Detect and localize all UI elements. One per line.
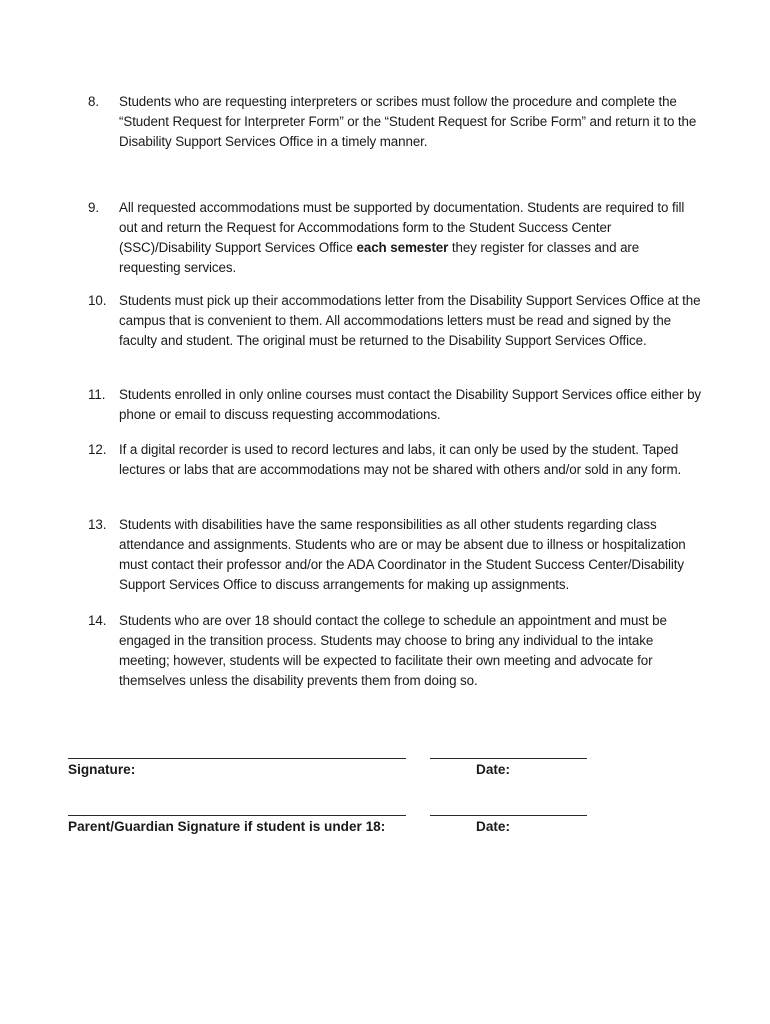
item-number: 11.: [88, 387, 106, 402]
item-text: [119, 198, 703, 278]
item-text-part: they register for classes and are requesting services.: [119, 240, 640, 275]
item-text: Students must pick up their accommodations letter from the Disability Support Services Office at the campus that is convenient to them. All accommodations letters must be read and signed by the faculty and student. The original must be returned to the Disability Support Services Office.: [119, 293, 701, 348]
list-item-13: [88, 515, 703, 595]
item-number: 14.: [88, 613, 107, 628]
item-number: 8.: [88, 94, 99, 109]
item-text: If a digital recorder is used to record lectures and labs, it can only be used by the student. Taped lectures or labs that are accommodations may not be shared with others and/or sold in any form.: [119, 442, 682, 477]
item-text-emphasis: each semester: [356, 240, 449, 255]
list-item-9: [88, 198, 703, 278]
list-item-11: [88, 385, 703, 425]
list-item-10: [88, 291, 703, 351]
item-text: Students with disabilities have the same responsibilities as all other students regarding class attendance and assignments. Students who are or may be absent due to illness or hospitalization must contact their professor and/or the ADA Coordinator in the Student Success Center/Disability Support Services Office to discuss arrangements for making up assignments.: [119, 517, 686, 592]
item-text: Students who are requesting interpreters or scribes must follow the procedure and complete the “Student Request for Interpreter Form” or the “Student Request for Scribe Form” and return it to the Disability Support Services Office in a timely manner.: [119, 94, 697, 149]
list-item-14: [88, 611, 703, 691]
list-item-8: [88, 92, 703, 152]
parent-signature-label: Parent/Guardian Signature if student is under 18:: [68, 819, 386, 834]
item-number: 10.: [88, 293, 107, 308]
date-line[interactable]: [430, 758, 587, 759]
signature-line[interactable]: [68, 758, 406, 759]
parent-signature-line[interactable]: [68, 815, 406, 816]
item-number: 9.: [88, 200, 99, 215]
date-label: Date:: [476, 762, 510, 777]
item-text: Students enrolled in only online courses must contact the Disability Support Services office either by phone or email to discuss requesting accommodations.: [119, 387, 702, 422]
item-number: 12.: [88, 442, 107, 457]
parent-date-label: Date:: [476, 819, 510, 834]
item-text: Students who are over 18 should contact the college to schedule an appointment and must be engaged in the transition process. Students may choose to bring any individual to the intake meeting; however, students will be expected to facilitate their own meeting and advocate for themselves unless the disability prevents them from doing so.: [119, 613, 667, 688]
item-text-part: All requested accommodations must be supported by documentation. Students are required to fill out and return the Request for Accommodations form to the Student Success Center (SSC)/Disability Support Services Office: [119, 200, 685, 255]
item-number: 13.: [88, 517, 107, 532]
signature-label: Signature:: [68, 762, 136, 777]
parent-date-line[interactable]: [430, 815, 587, 816]
list-item-12: [88, 440, 703, 480]
